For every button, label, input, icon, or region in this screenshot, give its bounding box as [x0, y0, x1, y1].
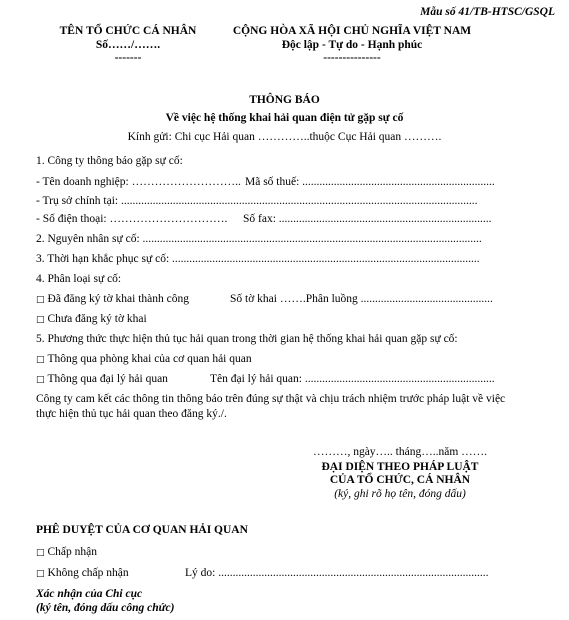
option-registered-label: Đã đăng ký tờ khai thành công — [47, 293, 190, 305]
option-reject[interactable] — [36, 567, 129, 579]
line-company: 1. Công ty thông báo gặp sự cố: — [36, 155, 183, 167]
declaration-number-label: Số tờ khai …….Phân luồng .............................................. — [230, 293, 493, 305]
branch-confirmation: Xác nhận của Chi cục — [36, 588, 143, 600]
option-customs-office-label: Thông qua phòng khai của cơ quan hải quan — [47, 353, 252, 365]
checkbox-icon[interactable]: □ — [36, 355, 45, 365]
checkbox-icon[interactable]: □ — [36, 569, 45, 579]
doc-title: THÔNG BÁO — [249, 94, 320, 106]
checkbox-icon[interactable]: □ — [36, 315, 45, 325]
left-rule: ------- — [114, 52, 142, 64]
business-name-label: - Tên doanh nghiệp: ……………………….. — [36, 176, 241, 188]
option-accept-label: Chấp nhận — [47, 546, 98, 558]
option-agent[interactable] — [36, 373, 168, 385]
option-customs-office[interactable] — [36, 353, 252, 365]
fix-deadline-label: 3. Thời hạn khắc phục sự cố: ........................................................................................................... — [36, 253, 480, 265]
org-name: TÊN TỔ CHỨC CÁ NHÂN — [59, 25, 197, 37]
option-not-registered-label: Chưa đăng ký tờ khai — [47, 313, 147, 325]
option-agent-label: Thông qua đại lý hải quan — [47, 373, 168, 385]
signature-date: ………, ngày….. tháng…..năm ……. — [312, 446, 488, 458]
legal-rep-1: ĐẠI DIỆN THEO PHÁP LUẬT — [321, 461, 479, 473]
commitment-line-1: Công ty cam kết các thông tin thông báo trên đúng sự thật và chịu trách nhiệm trước pháp luật về việc — [36, 393, 506, 405]
option-not-registered[interactable] — [36, 313, 147, 325]
option-registered[interactable] — [36, 293, 189, 305]
commitment-line-2: thực hiện thủ tục hải quan theo đăng ký./. — [36, 408, 227, 420]
reject-reason-label: Lý do: .............................................................................................. — [185, 567, 489, 579]
right-rule: --------------- — [323, 52, 381, 64]
method-label: 5. Phương thức thực hiện thủ tục hải quan trong thời gian hệ thống khai hải quan gặp sự cố: — [36, 333, 458, 345]
option-reject-label: Không chấp nhận — [47, 567, 129, 579]
checkbox-icon[interactable]: □ — [36, 375, 45, 385]
checkbox-icon[interactable]: □ — [36, 548, 45, 558]
legal-rep-2: CỦA TỔ CHỨC, CÁ NHÂN — [329, 474, 471, 486]
motto: Độc lập - Tự do - Hạnh phúc — [281, 39, 423, 51]
signature-note: (ký, ghi rõ họ tên, đóng dấu) — [334, 488, 466, 500]
agent-name-label: Tên đại lý hải quan: .................................................................. — [210, 373, 495, 385]
addressee: Kính gửi: Chi cục Hải quan …………..thuộc Cục Hải quan ………. — [127, 131, 442, 143]
form-code: Mẫu số 41/TB-HTSC/GSQL — [420, 6, 555, 18]
fax-label: Số fax: .......................................................................... — [243, 213, 492, 225]
checkbox-icon[interactable]: □ — [36, 295, 45, 305]
classification-label: 4. Phân loại sự cố: — [36, 273, 122, 285]
headquarters-label: - Trụ sở chính tại: ............................................................................................................................ — [36, 195, 478, 207]
approval-heading: PHÊ DUYỆT CỦA CƠ QUAN HẢI QUAN — [36, 524, 248, 536]
doc-number: Số……/……. — [95, 39, 161, 51]
phone-label: - Số điện thoại: …………………………. — [36, 213, 228, 225]
branch-confirmation-note: (ký tên, đóng dấu công chức) — [36, 602, 175, 614]
doc-subtitle: Về việc hệ thống khai hải quan điện tử gặp sự cố — [165, 112, 404, 124]
tax-code-label: Mã số thuế: ................................................................... — [245, 176, 495, 188]
option-accept[interactable] — [36, 546, 97, 558]
cause-label: 2. Nguyên nhân sự cố: ...................................................................................................................... — [36, 233, 482, 245]
country-name: CỘNG HÒA XÃ HỘI CHỦ NGHĨA VIỆT NAM — [232, 25, 472, 37]
